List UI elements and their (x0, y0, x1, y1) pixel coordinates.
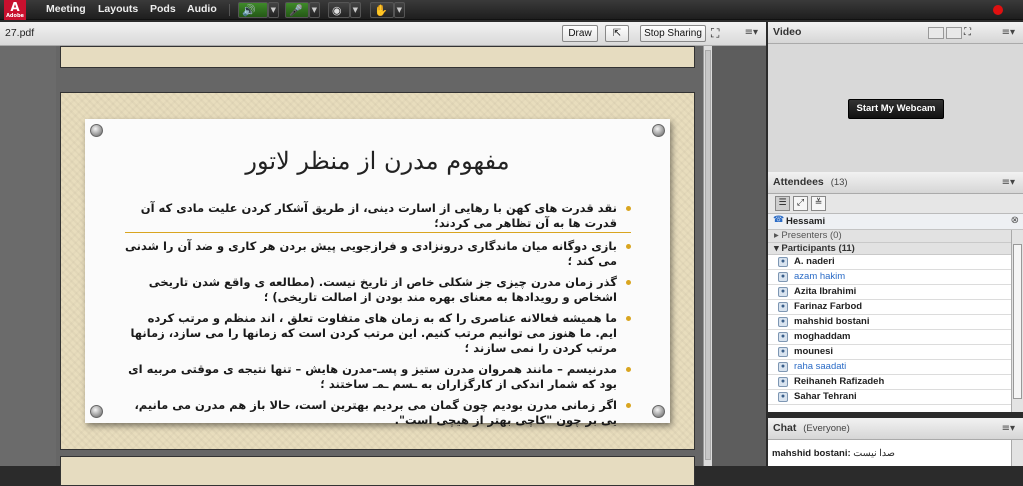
host-row[interactable] (768, 214, 1023, 230)
participant-row[interactable] (768, 285, 1011, 300)
grid-view-icon[interactable] (928, 27, 944, 39)
pod-options-menu-icon[interactable]: ≡▾ (1001, 423, 1015, 434)
participants-label: Participants (11) (781, 243, 855, 254)
participant-name: Sahar Tehrani (794, 391, 857, 402)
chat-text: صدا نیست (853, 448, 895, 459)
fullscreen-icon[interactable]: ⛶ (964, 27, 971, 38)
start-webcam-button[interactable]: Start My Webcam (848, 99, 944, 119)
pin-icon (652, 405, 665, 418)
user-icon: ● (778, 302, 788, 312)
participant-row[interactable] (768, 390, 1011, 405)
slide-bullet (125, 239, 631, 269)
recording-indicator-icon[interactable] (993, 5, 1003, 15)
user-icon: ● (778, 392, 788, 402)
chat-pod-header (768, 418, 1023, 440)
adobe-logo-mark: A (10, 0, 20, 14)
attendees-pod-title (773, 176, 848, 188)
right-column (768, 22, 1023, 466)
video-pod-title: Video (773, 26, 802, 38)
slide-bullet-text: گذر زمان مدرن چیزی جز شکلی خاص از تاریخ نیست. (مطالعه ی واقع شدن تاریخی اشخاص و رویدادها به معنای بهره مند بودن از اصالت تاریخی) ؛ (148, 275, 617, 304)
pod-options-menu-icon[interactable]: ≡▾ (1001, 27, 1015, 38)
chat-title-text: Chat (773, 422, 797, 434)
chat-scrollbar[interactable] (1011, 440, 1023, 466)
slide-bullet (125, 201, 631, 233)
slide-bullet-list (125, 201, 631, 434)
share-pod (0, 22, 766, 466)
user-icon: ● (778, 317, 788, 327)
camera-toggle-button[interactable] (328, 2, 350, 18)
bullet-dot (626, 316, 631, 321)
stop-sharing-button[interactable]: Stop Sharing (640, 25, 706, 42)
raise-hand-button[interactable] (370, 2, 394, 18)
user-icon: ● (778, 287, 788, 297)
pointer-icon: ⇱ (612, 28, 622, 39)
top-menu-bar (0, 0, 1023, 20)
document-scrollbar[interactable] (703, 46, 712, 466)
participant-name: moghaddam (794, 331, 851, 342)
share-file-name: 27.pdf (5, 27, 35, 39)
next-page (60, 456, 695, 486)
viewer-margin-right (712, 46, 766, 466)
previous-page (60, 46, 695, 68)
participant-name: Farinaz Farbod (794, 301, 863, 312)
attendees-title-text: Attendees (773, 176, 824, 188)
menu-meeting[interactable]: Meeting (46, 3, 86, 15)
chat-message (772, 448, 895, 459)
participants-list (768, 255, 1011, 412)
chevron-down-icon: ▼ (352, 6, 358, 14)
bullet-dot (626, 367, 631, 372)
bullet-dot (626, 403, 631, 408)
user-icon: ● (778, 257, 788, 267)
close-icon[interactable]: ⊗ (1010, 215, 1019, 226)
user-icon: ● (778, 332, 788, 342)
slide-bullet-text: مدرنیسم – مانند همروان مدرن ستیز و پسـ-مدرن هایش – تنها نتیجه ی موقتی مربیه ای بود که شمار اندکی از کارگزاران به ـسم ـمـ ساختند ؛ (128, 362, 617, 391)
participant-name: raha saadati (794, 361, 847, 372)
participant-name: mounesi (794, 346, 834, 357)
participant-row[interactable] (768, 360, 1011, 375)
speaker-icon: 🔊 (242, 4, 256, 17)
bullet-dot (626, 280, 631, 285)
bullet-dot (626, 206, 631, 211)
adobe-logo (4, 0, 26, 20)
participant-row[interactable] (768, 255, 1011, 270)
participant-name: A. naderi (794, 256, 835, 267)
list-view-icon[interactable]: ☰ (775, 196, 790, 211)
pin-icon (90, 405, 103, 418)
pin-icon (652, 124, 665, 137)
participants-section[interactable] (768, 243, 1011, 255)
host-name: Hessami (786, 216, 826, 227)
slide-bullet (125, 362, 631, 392)
participants-scrollbar-thumb[interactable] (1013, 244, 1022, 399)
bullet-dot (626, 244, 631, 249)
pod-options-menu-icon[interactable]: ≡▾ (744, 27, 758, 38)
share-pod-header (0, 22, 766, 46)
speaker-toggle-button[interactable] (238, 2, 268, 18)
chevron-down-icon: ▼ (311, 6, 317, 14)
participants-scrollbar[interactable] (1011, 230, 1023, 412)
video-pod-header (768, 22, 1023, 44)
slide-bullet-text: نقد قدرت های کهن با رهایی از اسارت دینی، از طریق آشکار کردن علیت مادی که آن قدرت ها به آن تظاهر می کردند؛ (140, 201, 617, 230)
participant-row[interactable] (768, 375, 1011, 390)
pointer-button[interactable] (605, 25, 629, 42)
status-dropdown-button[interactable] (394, 2, 405, 18)
menu-pods[interactable]: Pods (150, 3, 176, 15)
microphone-icon: 🎤 (289, 4, 303, 17)
pod-options-menu-icon[interactable]: ≡▾ (1001, 177, 1015, 188)
participant-row[interactable] (768, 345, 1011, 360)
viewer-margin-left (0, 46, 56, 466)
camera-dropdown-button[interactable] (350, 2, 361, 18)
presenters-section[interactable] (768, 230, 1011, 243)
attendees-toolbar (768, 194, 1023, 214)
fullscreen-icon[interactable]: ⛶ (711, 26, 720, 40)
draw-button[interactable]: Draw (562, 25, 598, 42)
chat-messages (768, 440, 1023, 466)
raise-hand-icon: ✋ (374, 4, 388, 17)
user-icon: ● (778, 347, 788, 357)
slide-bullet-text: بازی دوگانه میان ماندگاری درونزادی و فرازجویی پیش بردن هر کاری و ضد آن را شدنی می کند ؛ (125, 239, 617, 268)
expand-view-icon[interactable]: ⤢ (793, 196, 808, 211)
menu-layouts[interactable]: Layouts (98, 3, 139, 15)
adobe-logo-sub: Adobe (6, 13, 24, 19)
presenters-label: Presenters (0) (781, 230, 842, 241)
chat-scope: (Everyone) (803, 423, 850, 434)
chevron-down-icon: ▼ (396, 6, 402, 14)
menu-audio[interactable]: Audio (187, 3, 217, 15)
slide-bullet (125, 311, 631, 356)
participant-row[interactable] (768, 300, 1011, 315)
chat-pod-title (773, 422, 850, 434)
slide-title: مفهوم مدرن از منظر لاتور (245, 147, 510, 175)
slide-page (60, 92, 695, 450)
slide-bullet-text: ما همیشه فعالانه عناصری را که به زمان های متفاوت تعلق ، اند منظم و مرتب کرده ایم. ما هنوز می توانیم مرتب کنیم. این مرتب کردن است که زمانها را می سازد، زمانها مرتب کردن را نمی سازند ؛ (130, 311, 617, 355)
expand-arrow-icon: ▸ (774, 230, 782, 241)
participant-row[interactable] (768, 330, 1011, 345)
user-icon: ● (778, 377, 788, 387)
slide-bullet-text: اگر زمانی مدرن بودیم چون گمان می بردیم بهترین است، حالا باز هم مدرن می مانیم، یی بر چون "کاچی بهتر از هیچی است". (134, 398, 617, 427)
user-icon: ● (778, 272, 788, 282)
user-icon: ● (778, 362, 788, 372)
slide-bullet (125, 275, 631, 305)
microphone-toggle-button[interactable] (285, 2, 309, 18)
participant-name: Azita Ibrahimi (794, 286, 857, 297)
document-scrollbar-thumb[interactable] (705, 50, 711, 460)
participant-row[interactable] (768, 270, 1011, 285)
slide-bullet (125, 398, 631, 428)
attendees-pod-header (768, 172, 1023, 194)
participant-row[interactable] (768, 315, 1011, 330)
participant-name: azam hakim (794, 271, 846, 282)
pin-icon (90, 124, 103, 137)
chevron-down-icon: ▼ (270, 6, 276, 14)
toolbar-divider (229, 4, 230, 16)
document-viewer[interactable] (0, 46, 766, 466)
participant-name: mahshid bostani (794, 316, 870, 327)
participant-name: Reihaneh Rafizadeh (794, 376, 885, 387)
chat-sender: mahshid bostani: (772, 448, 851, 459)
video-pod-body (768, 44, 1023, 172)
filmstrip-view-icon[interactable] (946, 27, 962, 39)
speaker-dropdown-button[interactable] (268, 2, 279, 18)
webcam-icon: ◉ (332, 4, 342, 17)
microphone-dropdown-button[interactable] (309, 2, 320, 18)
slide-card (85, 119, 670, 427)
collapse-arrow-icon: ▾ (774, 243, 782, 254)
breakout-view-icon[interactable]: ≚ (811, 196, 826, 211)
attendees-count: (13) (830, 177, 848, 188)
host-icon: ☎ (773, 215, 785, 225)
